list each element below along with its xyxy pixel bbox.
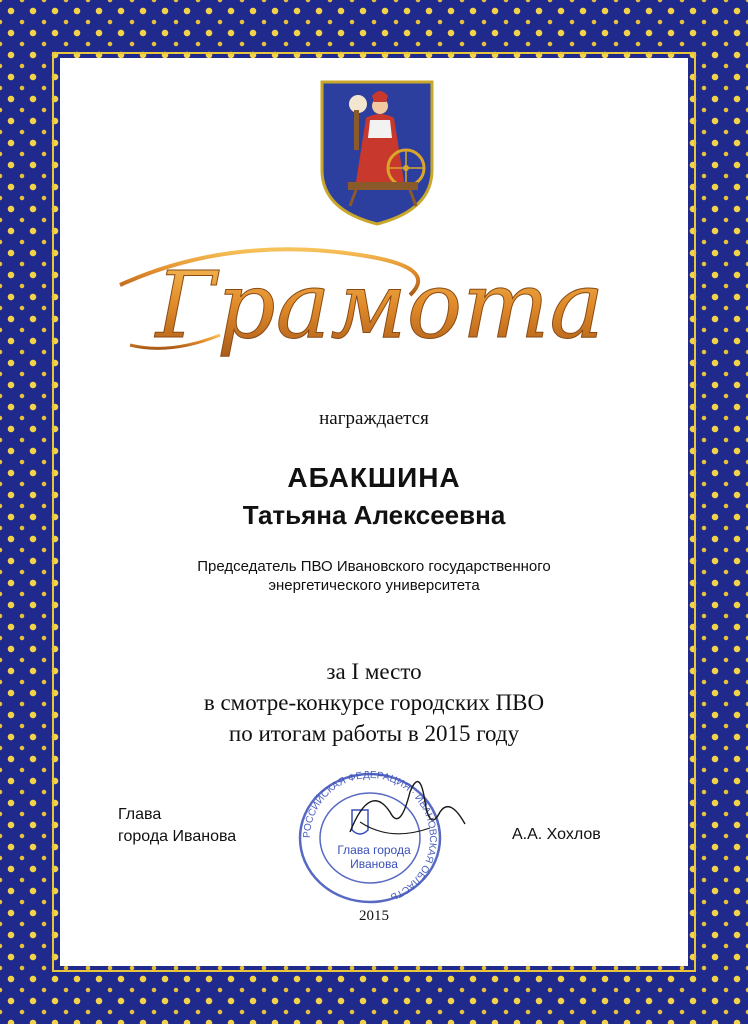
svg-text:Иванова: Иванова [350, 857, 398, 871]
reason-line-3: по итогам работы в 2015 году [228, 721, 520, 746]
position-line-2: энергетического университета [268, 577, 480, 594]
svg-text:РОССИЙСКАЯ ФЕДЕРАЦИЯ · ИВАНОВС: РОССИЙСКАЯ ФЕДЕРАЦИЯ · ИВАНОВСКАЯ ОБЛАСТЬ [301, 769, 439, 903]
signatory-title-line-2: города Иванова [118, 828, 237, 845]
svg-text:Глава города: Глава города [337, 843, 411, 857]
recipient-position [60, 557, 688, 595]
coat-of-arms-emblem [318, 78, 436, 228]
awarded-label: награждается [319, 408, 429, 429]
handwritten-signature [330, 762, 470, 852]
certificate-title [110, 225, 630, 375]
signatory-title [118, 804, 236, 848]
reason-line-2: в смотре-конкурсе городских ПВО [203, 690, 545, 715]
document-year: 2015 [359, 908, 389, 924]
recipient-surname: АБАКШИНА [287, 462, 461, 493]
signatory-name: А.А. Хохлов [512, 826, 601, 843]
signatory-title-line-1: Глава [118, 806, 162, 823]
reason-line-1: за I место [326, 659, 422, 684]
recipient-given-names: Татьяна Алексеевна [242, 500, 506, 530]
award-reason [60, 656, 688, 749]
position-line-1: Председатель ПВО Ивановского государственного [197, 558, 551, 575]
svg-text:Грамота: Грамота [155, 252, 605, 359]
